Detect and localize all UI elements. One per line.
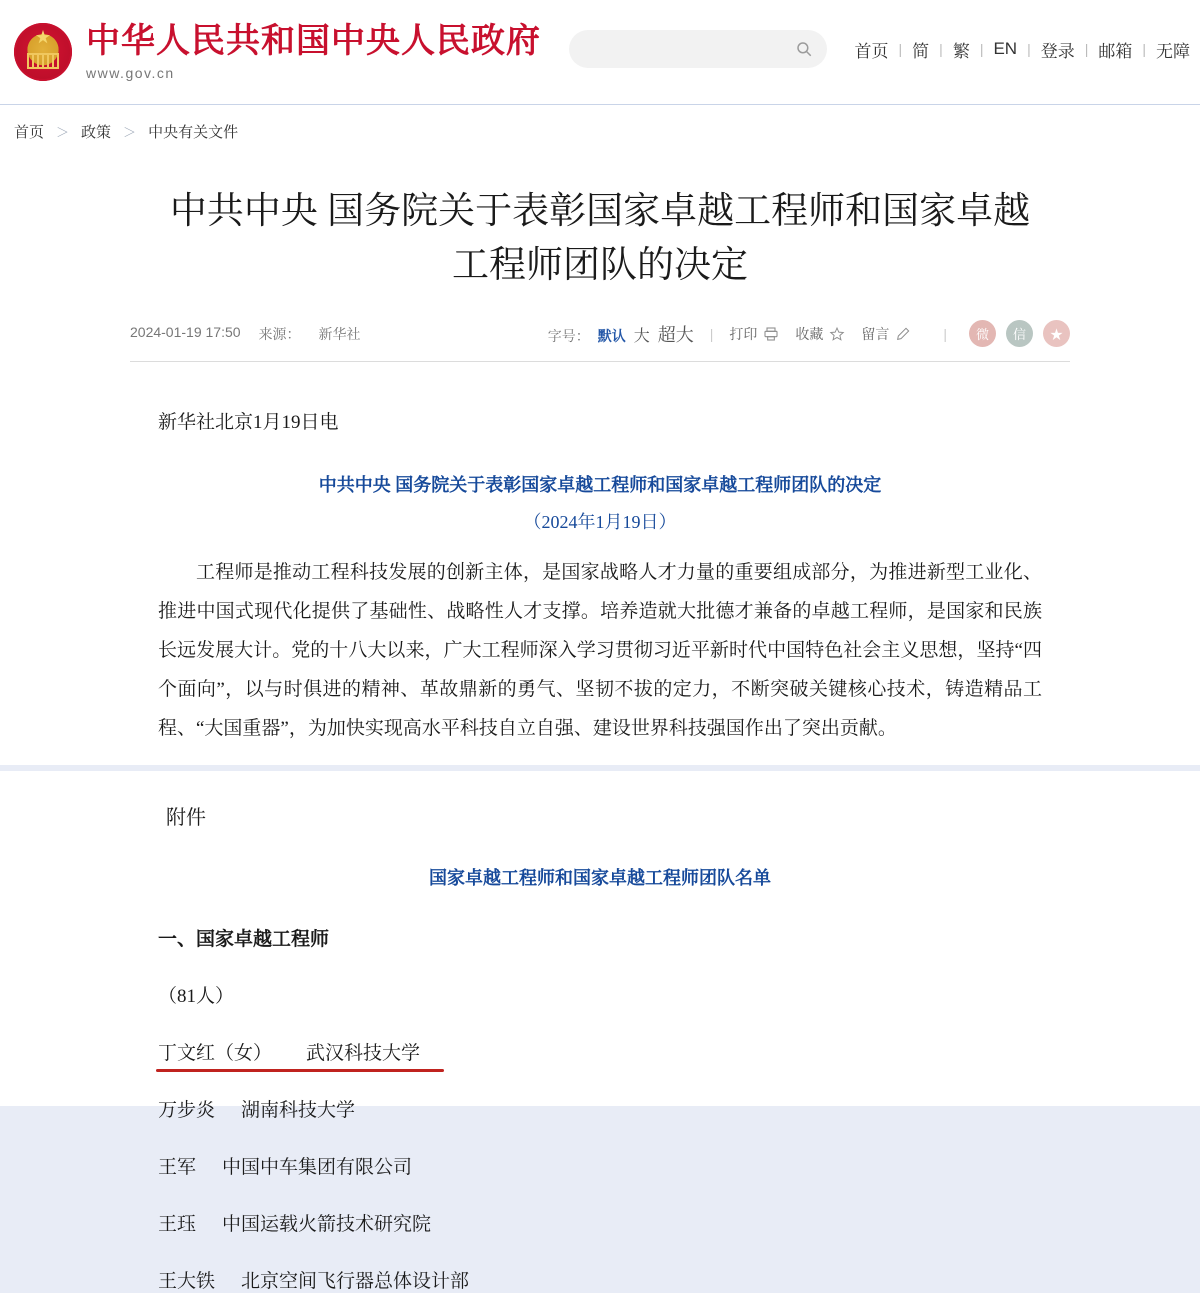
top-link-english[interactable]: EN: [993, 39, 1018, 58]
source-name: 新华社: [318, 325, 361, 342]
top-links: [845, 37, 1200, 62]
brand-subtitle: www.gov.cn: [86, 64, 175, 81]
list-item: [158, 1266, 1042, 1293]
meta-divider: |: [709, 325, 714, 342]
favorite-share-icon[interactable]: ★: [1043, 320, 1070, 347]
document-date: （2024年1月19日）: [523, 511, 677, 532]
top-link-separator: |: [1084, 41, 1089, 57]
top-link-simplified[interactable]: 简: [912, 41, 930, 61]
article: [130, 157, 1070, 749]
attachment-title: 国家卓越工程师和国家卓越工程师团队名单: [429, 867, 771, 888]
site-brand[interactable]: [14, 23, 541, 81]
person-name: 王大铁: [158, 1270, 216, 1292]
brand-title: 中华人民共和国中央人民政府: [86, 23, 541, 61]
breadcrumb-separator: ＞: [56, 124, 70, 140]
page-title: 中共中央 国务院关于表彰国家卓越工程师和国家卓越工程师团队的决定: [169, 191, 1031, 286]
fontsize-group: [548, 321, 694, 347]
person-name: 万步炎: [158, 1099, 216, 1121]
top-link-separator: |: [1027, 41, 1031, 57]
top-link-mail[interactable]: 邮箱: [1098, 41, 1133, 61]
header-right: [569, 30, 1200, 68]
person-org: 中国中车集团有限公司: [222, 1156, 413, 1178]
favorite-label: 收藏: [795, 325, 824, 342]
publish-datetime: 2024-01-19 17:50: [130, 323, 241, 340]
breadcrumb-item-home[interactable]: 首页: [14, 123, 45, 141]
search-input[interactable]: [583, 40, 795, 58]
printer-icon: [763, 326, 779, 342]
article-body: [130, 404, 1070, 748]
pencil-icon: [895, 326, 911, 342]
fontsize-option-xlarge[interactable]: 超大: [657, 324, 694, 345]
top-link-separator: |: [939, 41, 943, 57]
person-org: 北京空间飞行器总体设计部: [241, 1270, 470, 1292]
favorite-button[interactable]: [795, 324, 845, 344]
attachment-inner: [130, 801, 1070, 1293]
attachment-section-head: 一、国家卓越工程师: [158, 928, 330, 950]
attachment-section: [0, 765, 1200, 1293]
top-link-separator: |: [1142, 41, 1146, 57]
site-header: [0, 0, 1200, 105]
document-heading: 中共中央 国务院关于表彰国家卓越工程师和国家卓越工程师团队的决定: [318, 475, 882, 496]
top-link-separator: |: [979, 41, 984, 57]
breadcrumb-item-policy[interactable]: 政策: [81, 123, 112, 141]
wechat-share-icon[interactable]: 信: [1006, 320, 1033, 347]
person-name: 王珏: [158, 1213, 197, 1235]
source-label: 来源：: [258, 325, 301, 342]
top-link-traditional[interactable]: 繁: [952, 41, 970, 61]
fontsize-option-default[interactable]: 默认: [597, 327, 626, 344]
breadcrumb-separator: ＞: [123, 124, 137, 140]
comment-label: 留言: [861, 325, 890, 342]
top-link-separator: |: [898, 41, 903, 57]
print-label: 打印: [729, 325, 758, 342]
person-name: 丁文红（女）: [158, 1042, 273, 1064]
print-button[interactable]: [729, 324, 779, 344]
person-org: 武汉科技大学: [306, 1042, 421, 1064]
dateline: 新华社北京1月19日电: [158, 412, 339, 434]
breadcrumb: [0, 105, 1200, 157]
star-icon: [829, 326, 845, 342]
share-group: [969, 320, 1070, 347]
list-item: [158, 1209, 1042, 1236]
brand-text: [86, 23, 541, 80]
attachment-label: 附件: [166, 806, 206, 829]
person-org: 湖南科技大学: [241, 1099, 356, 1121]
meta-left: [130, 324, 361, 344]
article-meta-bar: [130, 320, 1070, 362]
weibo-share-icon[interactable]: 微: [969, 320, 996, 347]
person-org: 中国运载火箭技术研究院: [222, 1213, 432, 1235]
fontsize-label: 字号：: [547, 327, 590, 344]
comment-button[interactable]: [861, 324, 911, 344]
breadcrumb-item-central-documents[interactable]: 中央有关文件: [148, 123, 239, 141]
meta-divider: |: [943, 325, 947, 342]
top-link-accessibility[interactable]: 无障: [1156, 41, 1190, 61]
search-icon[interactable]: [795, 40, 813, 58]
meta-right: [548, 320, 1070, 347]
list-item: [158, 1095, 1042, 1122]
top-link-login[interactable]: 登录: [1040, 41, 1075, 61]
fontsize-option-large[interactable]: 大: [633, 327, 650, 345]
paragraph-1: 工程师是推动工程科技发展的创新主体，是国家战略人才力量的重要组成部分，为推进新型工业化、推进中国式现代化提供了基础性、战略性人才支撑。培养造就大批德才兼备的卓越工程师，是国家和民族长远发展大计。党的十八大以来，广大工程师深入学习贯彻习近平新时代中国特色社会主义思想，坚持“四个面向”，以与时俱进的精神、革故鼎新的勇气、坚韧不拔的定力，不断突破关键核心技术，铸造精品工程、“大国重器”，为加快实现高水平科技自立自强、建设世界科技强国作出了突出贡献。: [158, 562, 1042, 739]
search-box[interactable]: [569, 30, 827, 68]
top-link-home[interactable]: 首页: [854, 41, 889, 61]
person-name: 王军: [158, 1156, 197, 1178]
attachment-count: （81人）: [158, 985, 235, 1007]
national-emblem-icon: [14, 23, 72, 81]
list-item: [158, 1152, 1042, 1179]
list-item: [158, 1038, 1042, 1065]
